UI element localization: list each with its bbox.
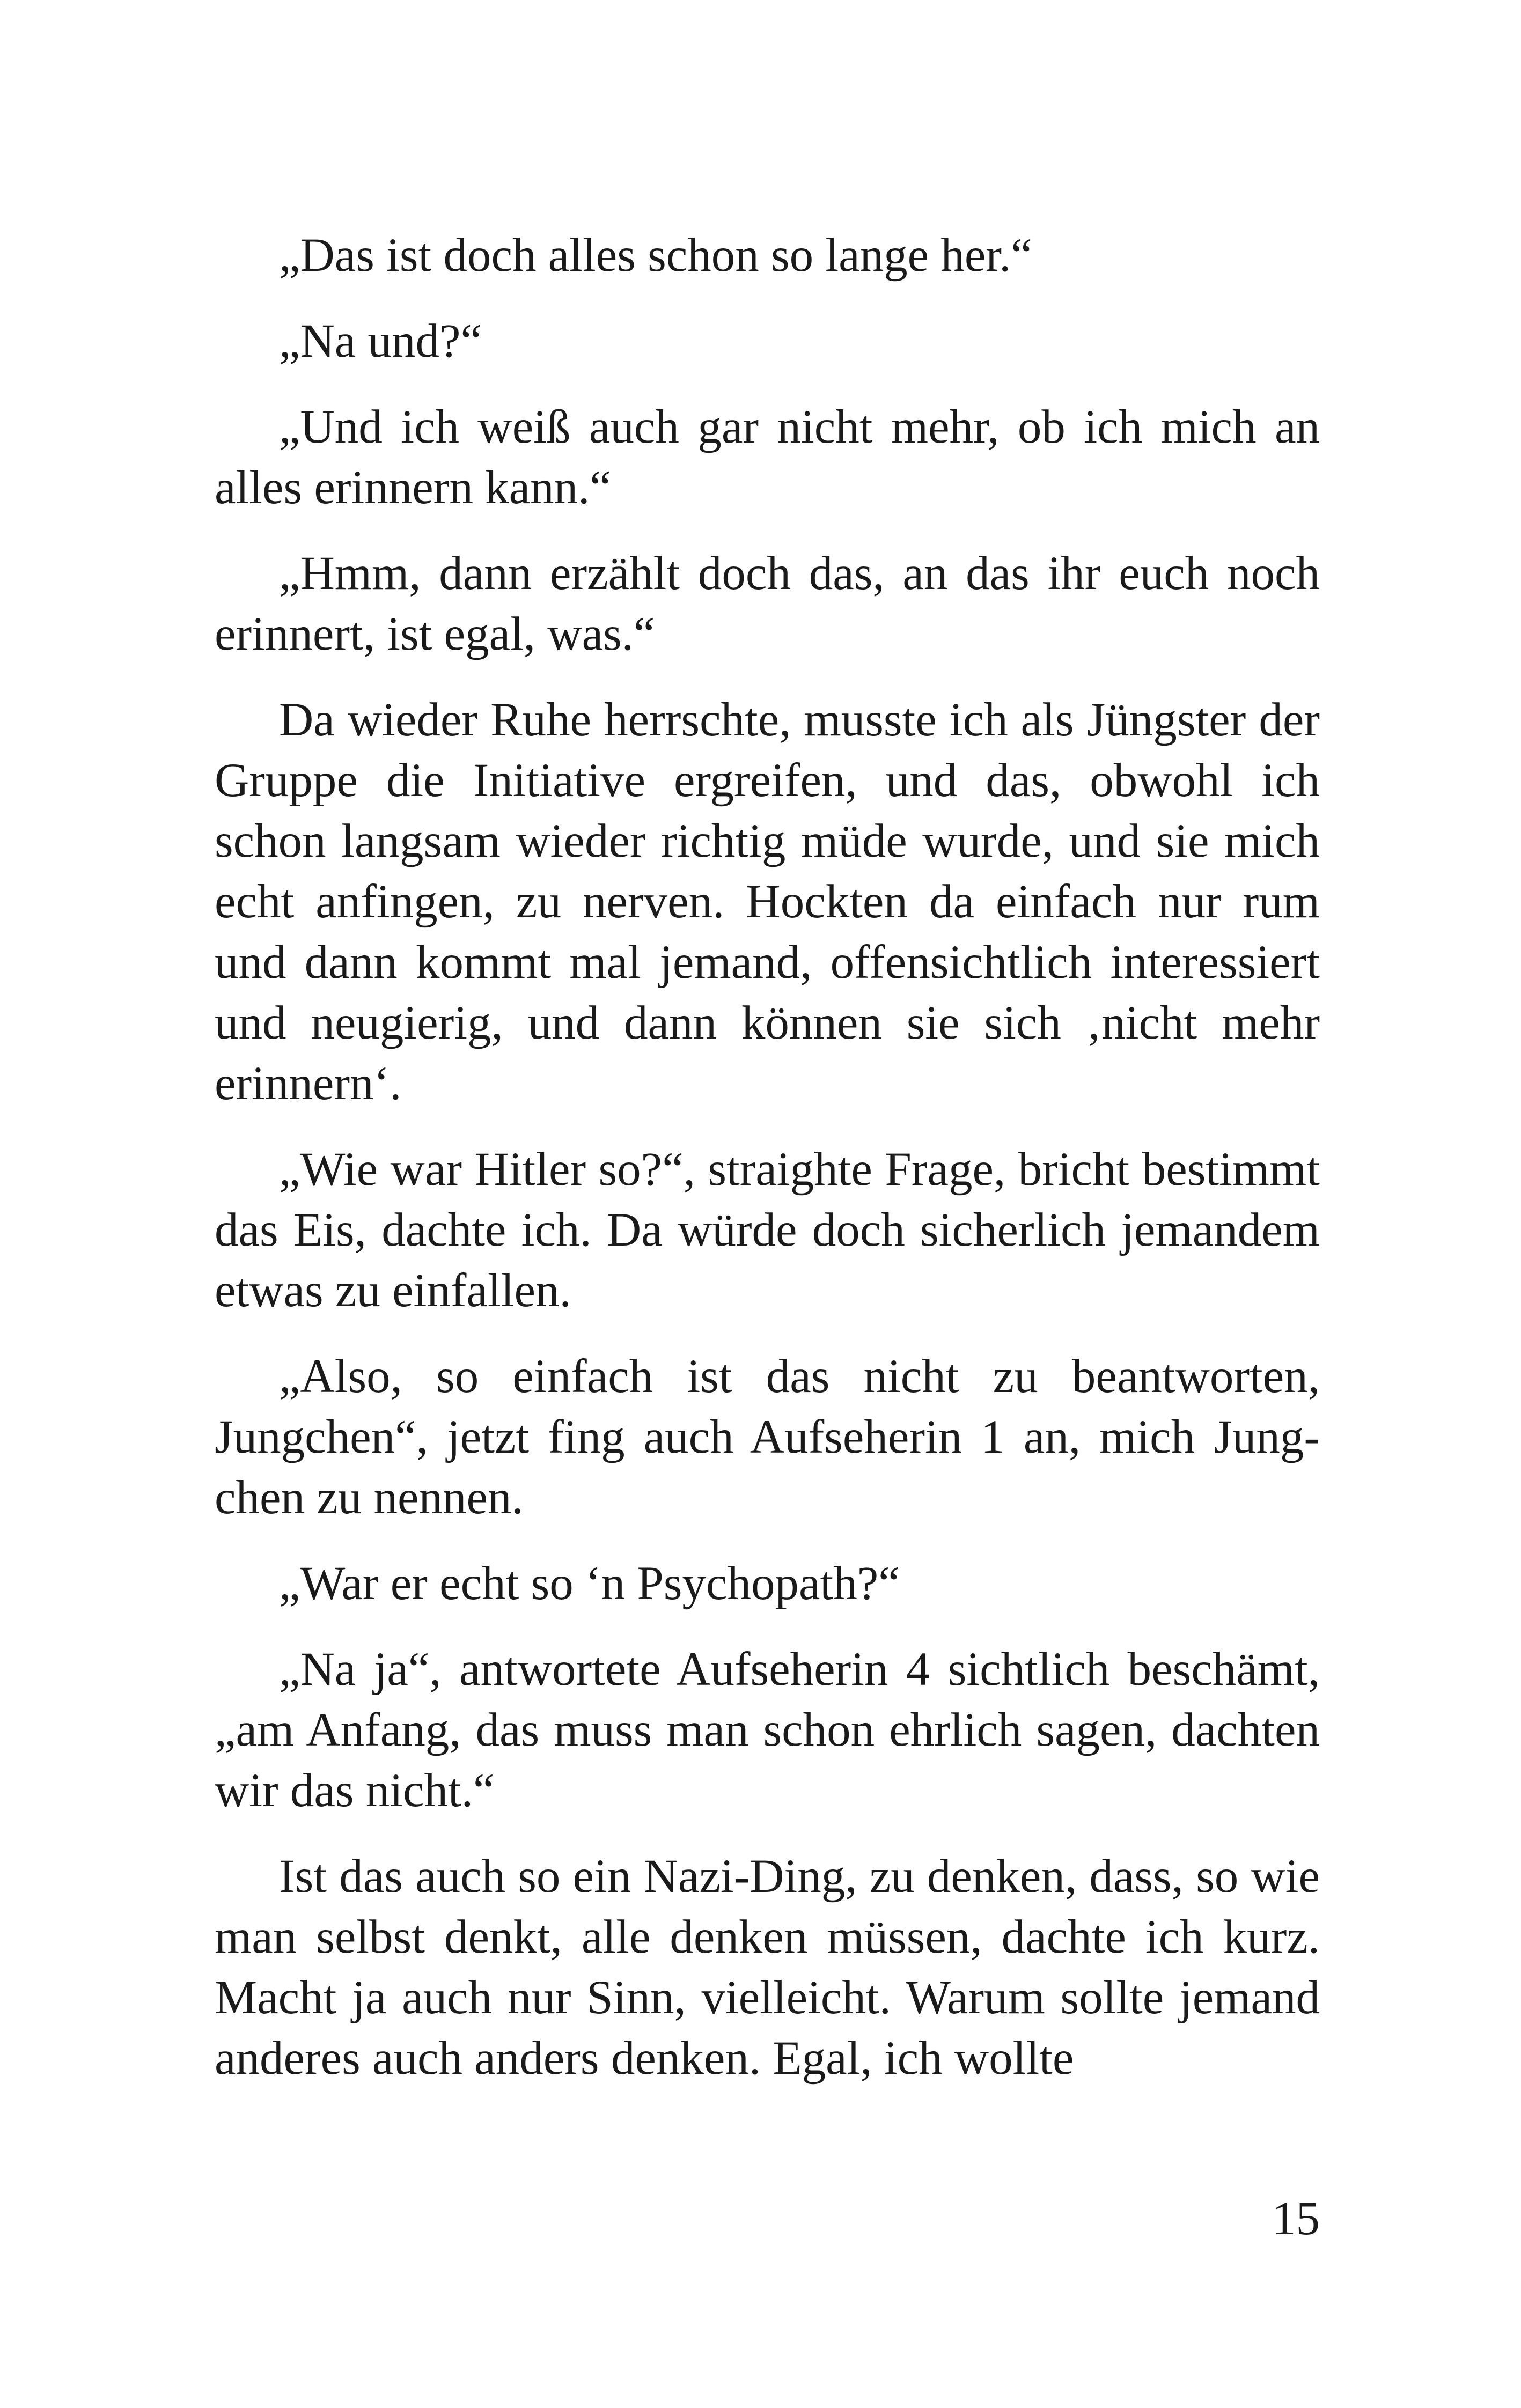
paragraph: „Na und?“ — [279, 315, 482, 367]
paragraph: „Hmm, dann erzählt doch das, an das ihr euch noch erinnert, ist egal, was.“ — [215, 547, 1320, 660]
paragraph: „Das ist doch alles schon so lange her.“ — [279, 229, 1032, 282]
paragraph: Ist das auch so ein Nazi-Ding, zu denken, dass, so wie man selbst denkt, alle denken müssen, dachte ich kurz. Macht ja auch nur Sinn, vielleicht. Warum sollte jemand anderes auch anders denken. Egal, ich wollte — [215, 1850, 1320, 2085]
page-body — [215, 225, 1320, 2114]
page-number: 15 — [1272, 2192, 1320, 2245]
paragraph: „Na ja“, antwortete Aufseherin 4 sichtlich beschämt, „am Anfang, das muss man schon ehrlich sagen, dachten wir das nicht.“ — [215, 1643, 1320, 1817]
paragraph: „Wie war Hitler so?“, straighte Frage, bricht bestimmt das Eis, dachte ich. Da würde doch sicherlich jemandem etwas zu einfallen. — [215, 1143, 1320, 1317]
paragraph: „Und ich weiß auch gar nicht mehr, ob ich mich an alles erinnern kann.“ — [215, 401, 1320, 514]
paragraph: „War er echt so ‘n Psychopath?“ — [279, 1557, 900, 1610]
paragraph: Da wieder Ruhe herrschte, musste ich als Jüngster der Gruppe die Initiative ergreifen, und das, obwohl ich schon langsam wieder richtig müde wurde, und sie mich echt anfingen, zu nerven. Hockten da einfach nur rum und dann kommt mal jemand, offensichtlich interessiert und neugierig, und dann können sie sich ‚nicht mehr erinnern‘. — [215, 694, 1320, 1110]
paragraph: „Also, so einfach ist das nicht zu beantworten, Jungchen“, jetzt fing auch Aufseherin 1 an, mich Jungchen zu nennen. — [215, 1350, 1320, 1524]
